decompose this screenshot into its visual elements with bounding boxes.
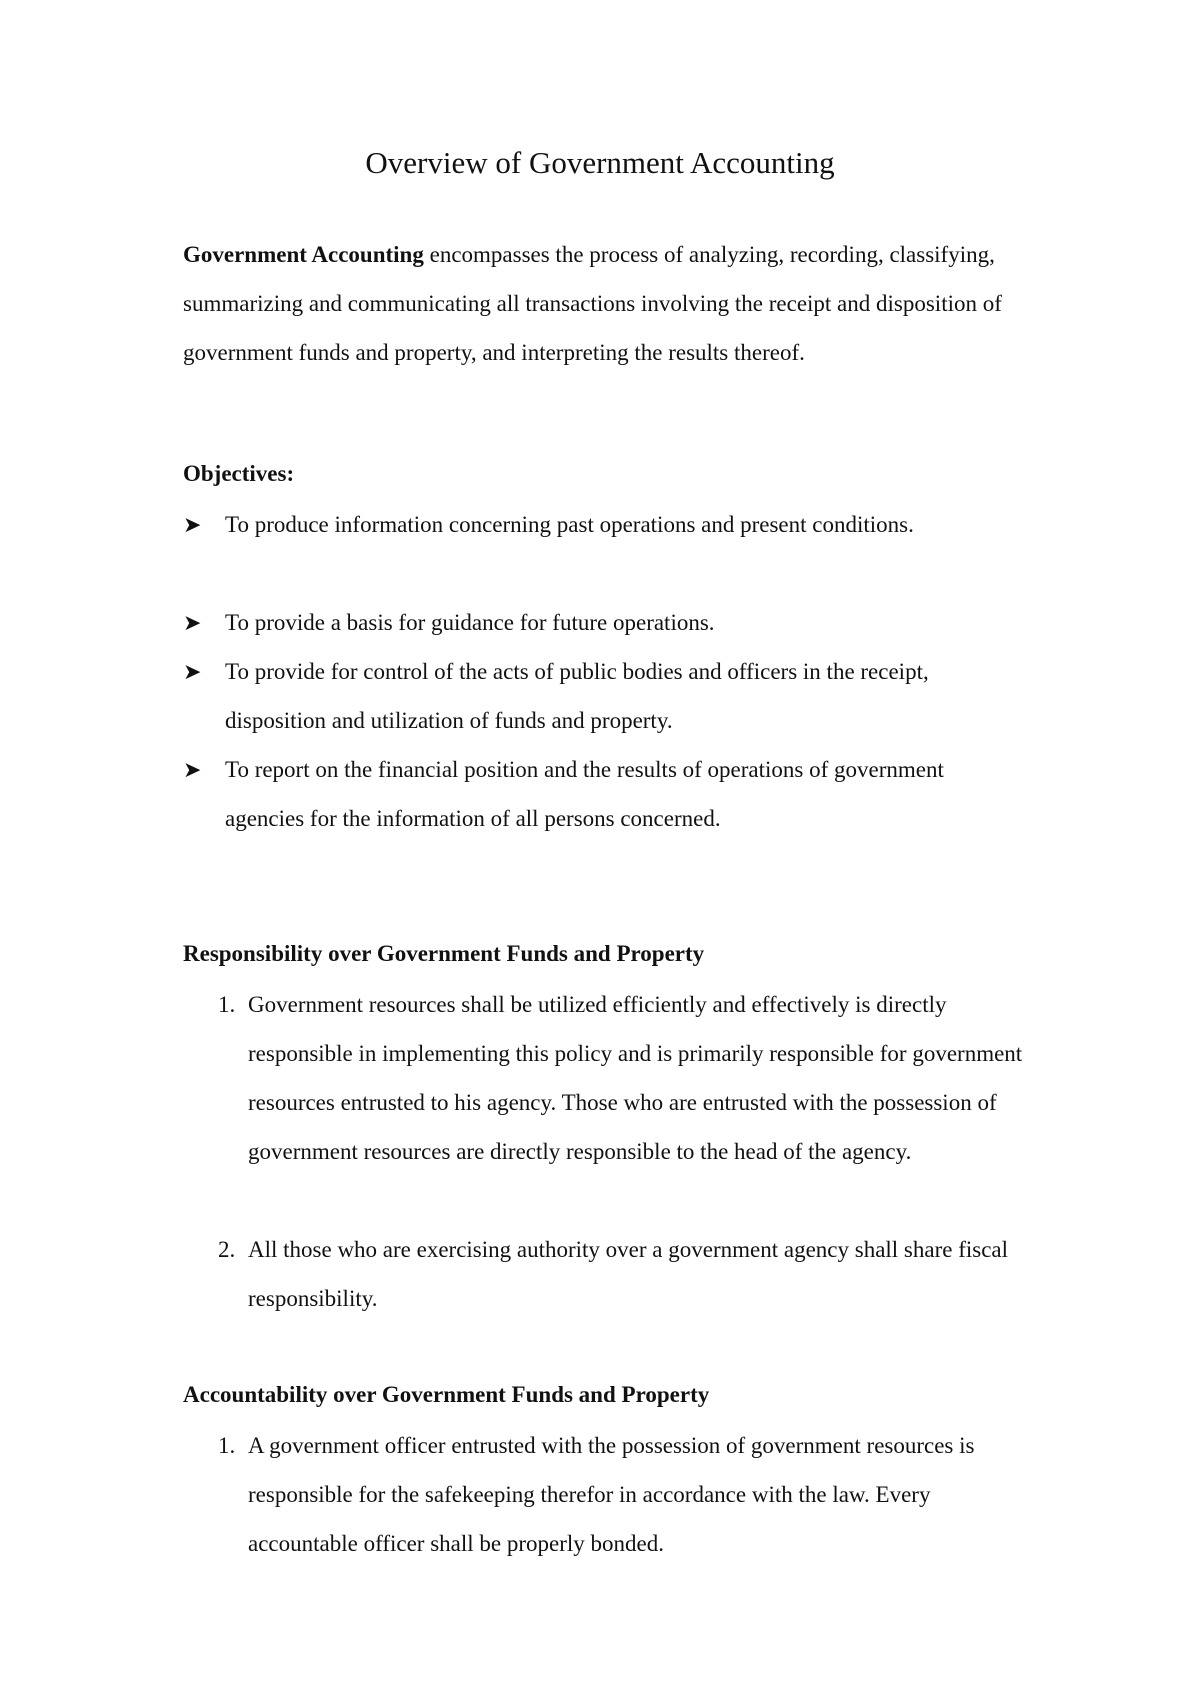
responsibility-heading: Responsibility over Government Funds and Property bbox=[183, 941, 705, 966]
arrowhead-bullet-icon: ➤ bbox=[183, 512, 202, 537]
objective-text: To provide a basis for guidance for future operations. bbox=[225, 610, 715, 635]
accountability-text: A government officer entrusted with the possession of government resources is responsible for the safekeeping therefor in accordance with the law. Every accountable officer shall be properly bonded. bbox=[248, 1433, 975, 1556]
document-title: Overview of Government Accounting bbox=[365, 145, 835, 180]
objectives-heading: Objectives: bbox=[183, 461, 295, 486]
responsibility-text: Government resources shall be utilized efficiently and effectively is directly responsible in implementing this policy and is primarily responsible for government resources entrusted to his agency. Those who are entrusted with the possession of government resources are directly responsible to the head of the agency. bbox=[248, 992, 1023, 1164]
arrowhead-bullet-icon: ➤ bbox=[183, 757, 202, 782]
intro-definition: encompasses the process of analyzing, recording, classifying, summarizing and communicating all transactions involving the receipt and disposition of government funds and property, and interpreting the results thereof. bbox=[183, 242, 1002, 365]
arrowhead-bullet-icon: ➤ bbox=[183, 610, 202, 635]
objective-text: To produce information concerning past operations and present conditions. bbox=[225, 512, 914, 537]
responsibility-text: All those who are exercising authority over a government agency shall share fiscal responsibility. bbox=[248, 1237, 1009, 1311]
intro-term: Government Accounting bbox=[183, 242, 424, 267]
list-number: 1. bbox=[218, 1433, 236, 1458]
objective-text: To provide for control of the acts of public bodies and officers in the receipt, disposition and utilization of funds and property. bbox=[225, 659, 929, 733]
arrowhead-bullet-icon: ➤ bbox=[183, 659, 202, 684]
list-number: 2. bbox=[218, 1237, 236, 1262]
intro-paragraph bbox=[183, 230, 1043, 377]
accountability-heading: Accountability over Government Funds and Property bbox=[183, 1382, 710, 1407]
list-number: 1. bbox=[218, 992, 236, 1017]
objective-text: To report on the financial position and the results of operations of government agencies for the information of all persons concerned. bbox=[225, 757, 944, 831]
